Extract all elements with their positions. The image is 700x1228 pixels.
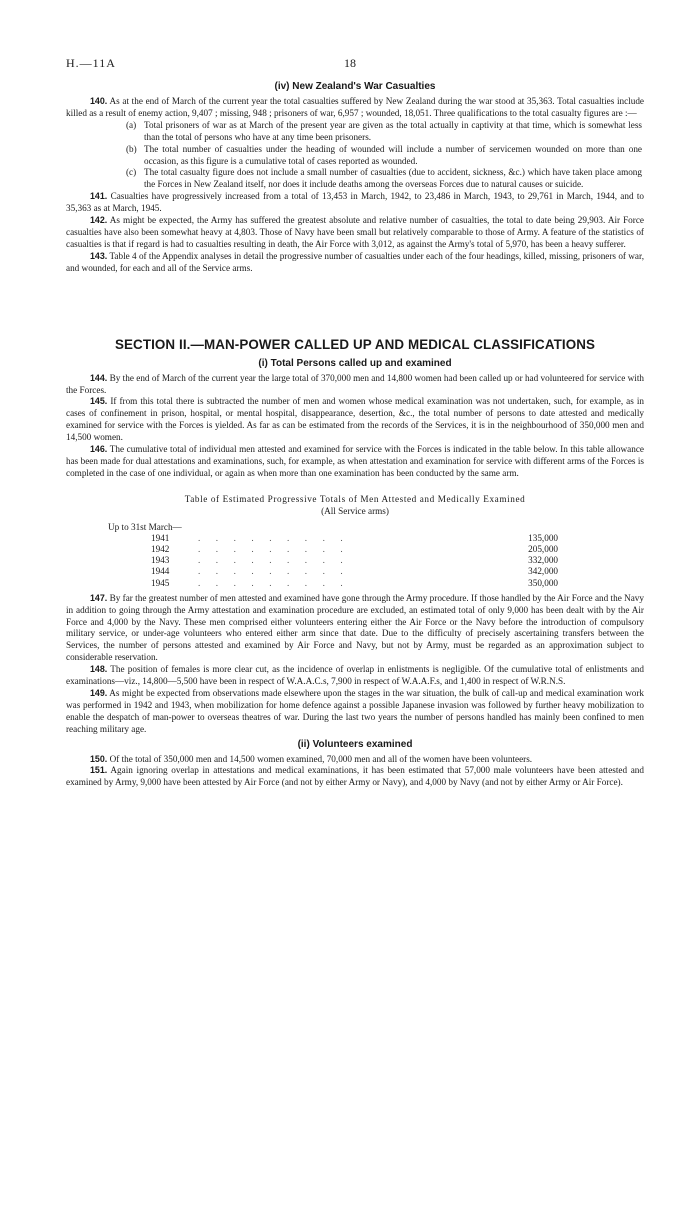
paragraph-text: By the end of March of the current year the large total of 370,000 men and 14,800 women had been called up or had volunteered for service with the Forces.	[66, 372, 645, 395]
table-row	[66, 578, 644, 589]
running-head	[66, 56, 644, 78]
paragraph-text: As at the end of March of the current year the total casualties suffered by New Zealand during the war stood at 35,363. Total casualties include killed as a result of enemy action, 9,407 ; missing, 948 ; prisoners of war, 6,957 ; wounded, 18,051. Three qualifications to the total casualty figures are :—	[66, 96, 644, 118]
paragraph-number: 146.	[90, 444, 108, 455]
list-item	[126, 167, 642, 191]
paragraph-text: If from this total there is subtracted the number of men and women whose medical examination was not undertaken, such, for example, as in cases of confinement in prison, hospital, or mental hospital, disappearance, desertion, &c., the total number of persons to date attested and medically examined for service with the Forces is yielded. As far as can be estimated from the records of the Services, it is in the neighbourhood of 350,000 men and 14,500 women.	[66, 396, 644, 443]
dot-leader: .........	[198, 566, 359, 577]
paragraph-141	[66, 191, 644, 215]
dot-leader: .........	[198, 532, 359, 543]
paragraph-149	[66, 688, 644, 736]
subsection-heading-war-casualties: (iv) New Zealand's War Casualties	[274, 81, 436, 92]
table-row-header	[66, 522, 644, 533]
item-text: The total casualty figure does not include a small number of casualties (due to accident, sickness, &c.) which have taken place among the Forces in New Zealand itself, nor does it include deaths among the overseas Forces due to natural causes or suicide.	[144, 167, 642, 190]
list-item	[126, 119, 642, 144]
dot-leader: .........	[198, 543, 359, 554]
item-text: Total prisoners of war as at March of the present year are given as the total actually in captivity at that time, which is somewhat less than the total of persons who have at any time been prisoners.	[144, 119, 642, 142]
paragraph-text: By far the greatest number of men attested and examined have gone through the Army procedure. If those handled by the Air Force and the Navy in addition to going through the Army attestation and examination procedure are excluded, an estimated total of only 9,000 has been dealt with by the Air Force and 4,000 by the Navy. These men comprised either volunteers entering either the Air Force or the Navy before the introduction of compulsory military service, or under-age volunteers who entered either arm since that date. Due to the difficulty of precisely ascertaining transfers between the Services, the number of persons attested and examined by Air Force and Navy, but not by Army, must be regarded as an approximation subject to considerable reservation.	[66, 592, 644, 663]
paragraph-number: 147.	[90, 592, 108, 603]
table-year: 1943	[151, 555, 170, 566]
qualification-list	[66, 120, 644, 191]
paragraph-142	[66, 215, 644, 251]
item-label: (a)	[126, 119, 137, 130]
paragraph-148	[66, 664, 644, 688]
table-row	[66, 566, 644, 577]
paragraph-text: As might be expected from observations made elsewhere upon the stages in the war situation, the bulk of call-up and medical examination work was performed in 1942 and 1943, when mobilization for home defence against a possible Japanese invasion was followed by further heavy mobilization to enable the despatch of man-power to overseas theatres of war. During the last two years the number of persons handled has mainly been confined to men reaching military age.	[66, 687, 644, 734]
table-caption: Table of Estimated Progressive Totals of Men Attested and Medically Examined	[184, 493, 526, 504]
paragraph-text: Again ignoring overlap in attestations and medical examinations, it has been estimated that 57,000 male volunteers have been attested and examined by Army, 9,000 have been attested by Air Force (and not by either Army or Navy), and 4,000 by Navy (and not by either Army or Air Force).	[66, 765, 644, 788]
paragraph-150	[66, 754, 644, 766]
page-number: 18	[344, 56, 356, 70]
subsection-heading-volunteers: (ii) Volunteers examined	[297, 738, 413, 750]
paragraph-145	[66, 396, 644, 444]
paragraph-text: As might be expected, the Army has suffered the greatest absolute and relative number of casualties, the total to date being 29,903. Air Force casualties have also been somewhat heavy at 4,803. Those of Navy have been small but relatively comparable to those of Army. A feature of the statistics of casualties is that if regard is had to casualties resulting in death, the Air Force with 3,012, as against the Army's total of 5,970, has been a heavy sufferer.	[66, 215, 644, 249]
table-value: 342,000	[528, 566, 558, 577]
paragraph-number: 144.	[90, 372, 108, 383]
paragraph-number: 141.	[90, 191, 108, 202]
item-label: (b)	[126, 143, 137, 154]
dot-leader: .........	[198, 555, 359, 566]
table-value: 205,000	[528, 543, 558, 554]
document-page	[66, 56, 644, 789]
paragraph-number: 142.	[90, 215, 108, 226]
paragraph-text: The cumulative total of individual men attested and examined for service with the Forces is indicated in the table below. In this table allowance has been made for dual attestations and examinations, such, for example, as when attestation and examination for service with different arms of the Forces is completed in the case of one individual, or again as when more than one examination has been conducted by the same arm.	[66, 444, 644, 478]
item-text: The total number of casualties under the heading of wounded will include a number of servicemen wounded on more than one occasion, as this figure is a cumulative total of cases reported as wounded.	[144, 143, 642, 166]
item-label: (c)	[126, 167, 137, 178]
paragraph-number: 148.	[90, 664, 108, 675]
table-year: 1942	[151, 543, 170, 554]
table-row	[66, 555, 644, 566]
attested-totals-table	[66, 522, 644, 589]
paragraph-146	[66, 444, 644, 480]
paragraph-140	[66, 96, 644, 120]
paragraph-144	[66, 373, 644, 397]
paragraph-number: 151.	[90, 765, 108, 776]
table-row	[66, 544, 644, 555]
document-reference: H.—11A	[66, 56, 116, 70]
paragraph-number: 150.	[90, 753, 108, 764]
table-row	[66, 533, 644, 544]
list-item	[126, 143, 642, 168]
paragraph-text: Casualties have progressively increased from a total of 13,453 in March, 1942, to 23,486 in March, 1943, to 29,761 in March, 1944, and to 35,363 as at March, 1945.	[66, 191, 644, 214]
paragraph-text: Of the total of 350,000 men and 14,500 women examined, 70,000 men and all of the women have been volunteers.	[109, 753, 533, 764]
paragraph-143	[66, 251, 644, 275]
paragraph-number: 143.	[90, 250, 108, 261]
section-title: SECTION II.—MAN-POWER CALLED UP AND MEDICAL CLASSIFICATIONS	[114, 336, 596, 352]
row-header-label: Up to 31st March—	[108, 521, 182, 532]
table-year: 1945	[151, 577, 170, 588]
dot-leader: .........	[198, 577, 359, 588]
paragraph-number: 149.	[90, 687, 108, 698]
paragraph-number: 140.	[90, 96, 108, 106]
paragraph-text: The position of females is more clear cut, as the incidence of overlap in enlistments is negligible. Of the cumulative total of enlistments and examinations—viz., 14,800—5,500 have been in respect of W.A.A.C.s, 7,900 in respect of W.A.A.F.s, and 1,400 in respect of W.R.N.S.	[66, 664, 644, 687]
paragraph-151	[66, 765, 644, 789]
paragraph-147	[66, 593, 644, 664]
paragraph-number: 145.	[90, 396, 108, 407]
table-value: 332,000	[528, 555, 558, 566]
table-year: 1944	[151, 566, 170, 577]
paragraph-text: Table 4 of the Appendix analyses in detail the progressive number of casualties under each of the four headings, killed, missing, prisoners of war, and wounded, for each and all of the Service arms.	[66, 250, 644, 273]
subsection-heading-total-persons: (i) Total Persons called up and examined	[258, 357, 452, 369]
table-value: 350,000	[528, 577, 558, 588]
table-subcaption: (All Service arms)	[321, 505, 389, 516]
table-year: 1941	[151, 532, 170, 543]
table-value: 135,000	[528, 532, 558, 543]
